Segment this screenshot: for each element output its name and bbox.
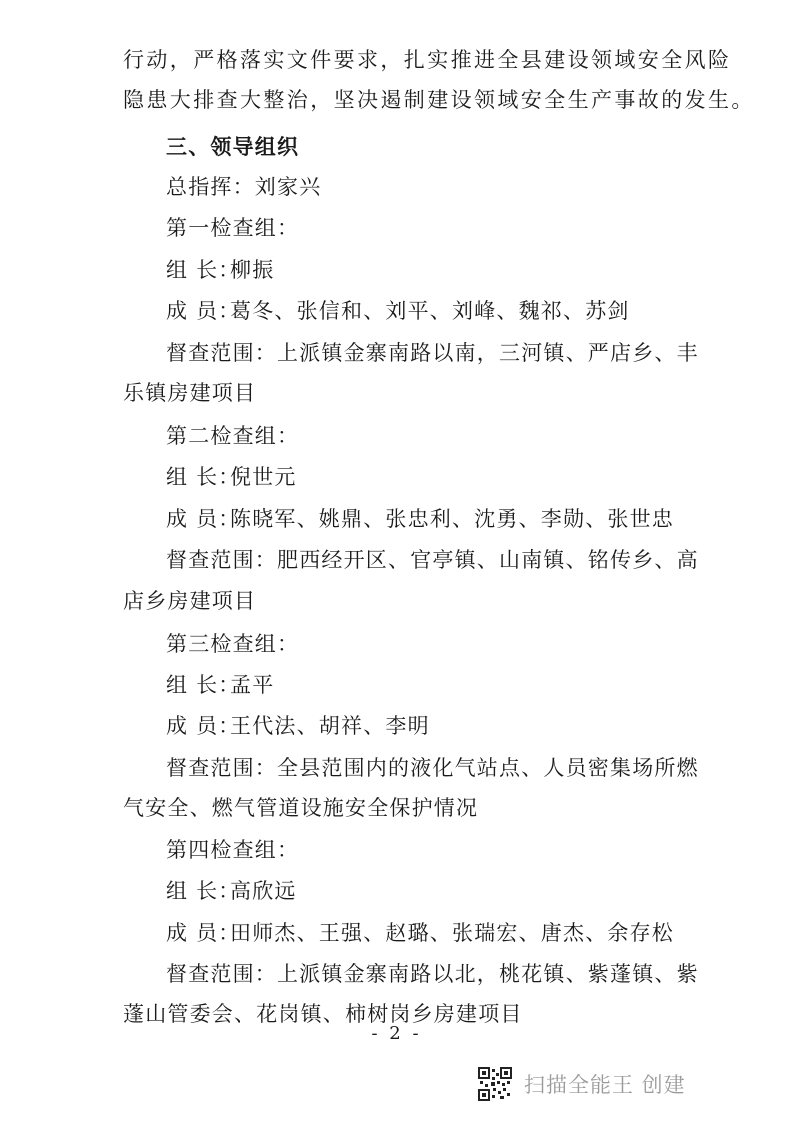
group1-scope-line-1: 督查范围：上派镇金寨南路以南，三河镇、严店乡、丰 (166, 341, 699, 365)
members-label: 成 员： (166, 921, 241, 945)
group3-scope-line-2: 气安全、燃气管道设施安全保护情况 (123, 796, 479, 820)
members-label: 成 员： (166, 714, 241, 738)
members-names: 田师杰、王强、赵璐、张瑞宏、唐杰、余存松 (230, 921, 674, 945)
qr-code-icon (478, 1067, 512, 1101)
members-names: 陈晓军、姚鼎、张忠利、沈勇、李勋、张世忠 (230, 507, 674, 531)
group2-title: 第二检查组： (166, 424, 300, 448)
leader-name: 柳振 (230, 258, 275, 282)
group2-scope-line-2: 店乡房建项目 (123, 589, 257, 613)
leader-name: 高欣远 (230, 879, 297, 903)
group4-members-line (166, 919, 674, 947)
group1-leader-line (166, 256, 274, 284)
page-number: - 2 - (371, 1023, 422, 1044)
group2-leader-line (166, 463, 297, 491)
commander-line: 总指挥：刘家兴 (166, 175, 322, 199)
group4-leader-line (166, 877, 297, 905)
group4-title: 第四检查组： (166, 838, 300, 862)
members-names: 葛冬、张信和、刘平、刘峰、魏祁、苏剑 (230, 299, 630, 323)
group4-scope-line-2: 蓬山管委会、花岗镇、柿树岗乡房建项目 (123, 1002, 523, 1026)
paragraph-line-1: 行动，严格落实文件要求，扎实推进全县建设领域安全风险 (123, 48, 732, 72)
group4-scope-line-1: 督查范围：上派镇金寨南路以北，桃花镇、紫蓬镇、紫 (166, 962, 699, 986)
group3-members-line (166, 712, 430, 740)
leader-label: 组 长： (166, 673, 241, 697)
leader-name: 倪世元 (230, 465, 297, 489)
group1-title: 第一检查组： (166, 216, 300, 240)
group3-leader-line (166, 671, 274, 699)
group1-scope-line-2: 乐镇房建项目 (123, 381, 257, 405)
watermark-text: 扫描全能王 创建 (524, 1073, 686, 1097)
leader-label: 组 长： (166, 258, 241, 282)
scanner-watermark (478, 1062, 686, 1106)
members-label: 成 员： (166, 299, 241, 323)
group1-members-line (166, 297, 630, 325)
members-label: 成 员： (166, 507, 241, 531)
group2-members-line (166, 505, 674, 533)
section-heading: 三、领导组织 (166, 135, 300, 159)
members-names: 王代法、胡祥、李明 (230, 714, 430, 738)
paragraph-line-2: 隐患大排查大整治，坚决遏制建设领域安全生产事故的发生。 (123, 88, 755, 112)
leader-name: 孟平 (230, 673, 275, 697)
leader-label: 组 长： (166, 879, 241, 903)
group2-scope-line-1: 督查范围：肥西经开区、官亭镇、山南镇、铭传乡、高 (166, 548, 699, 572)
leader-label: 组 长： (166, 465, 241, 489)
group3-title: 第三检查组： (166, 632, 300, 656)
group3-scope-line-1: 督查范围：全县范围内的液化气站点、人员密集场所燃 (166, 756, 699, 780)
